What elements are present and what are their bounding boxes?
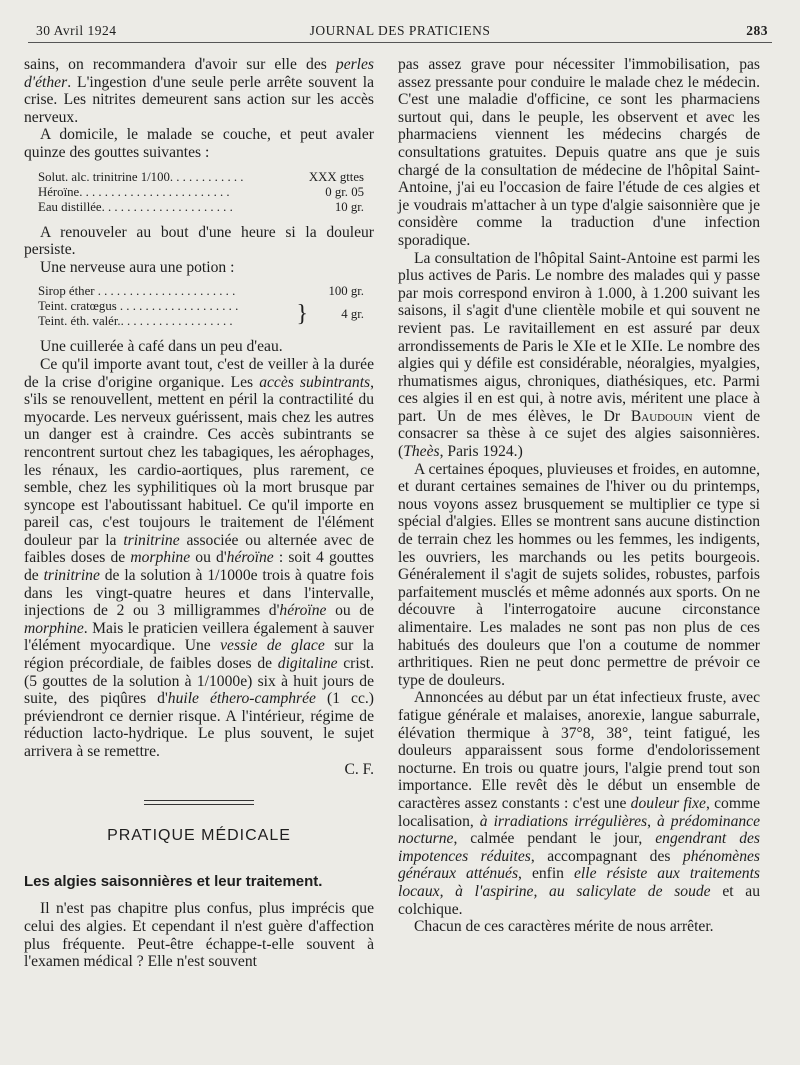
paragraph: Chacun de ces caractères mérite de nous arrêter. [414,918,714,936]
brace-icon: } [296,301,308,328]
drug-dose: 0 gr. 05 [321,185,364,200]
prescription-line [38,284,374,299]
drug-name: Héroïne. . . . . . . . . . . . . . . . . . . . . . . . [38,184,230,199]
drug-name: Eau distillée. . . . . . . . . . . . . . . . . . . . . [38,199,233,214]
paragraph: A renouveler au bout d'une heure si la douleur persiste. [24,223,374,259]
text-run: associée ou alternée avec de faibles doses de [24,531,374,567]
italic-text: trinitrine [43,567,100,585]
text-run: ou d' [190,549,227,567]
italic-text: phénomènes généraux atténués [398,847,760,883]
text-run: La consultation de l'hôpital Saint-Antoine est parmi les plus actives de Paris. Le nombre des malades qui y passe par mois correspond environ à 1.000, à 1.200 suivant les saisons, il s'agit d'une clientèle mobile et qui souvent ne revient pas. Le ravitaillement en est assuré par deux arrondissements de Paris le XIe et le XIIe. Le nombre des algies qui y défile est considérable, néoralgies, myalgies, rhumatismes aigus, chroniques, diathésiques, etc. Parmi ces algies il en est qui, à notre avis, méritent une place à part. Un de mes élèves, le Dr [398,249,760,425]
text-run: . L'ingestion d'une seule perle arrête souvent la crise. Les nitrites demeurent sans action sur les accès nerveux. [24,73,374,126]
drug-name: Teint. cratœgus . . . . . . . . . . . . . . . . . . . [38,299,239,314]
paragraph [398,250,760,461]
text-run: Ce qu'il importe avant tout, c'est de veiller à la durée de la crise d'origine organique. Les [24,355,374,391]
italic-text: perles d'éther [24,56,374,91]
paragraph: Une cuillerée à café dans un peu d'eau. [40,338,283,356]
text-run: de la solution à 1/1000e trois à quatre fois dans les vingt-quatre heures et dans l'intervalle, injections de 2 ou 3 milligrammes d' [24,567,374,620]
prescription-line [38,185,374,200]
italic-text: morphine [130,549,191,567]
italic-text: héroïne [279,602,327,620]
text-run: sur la région précordiale, de faibles doses de [24,637,374,673]
prescription-line [38,299,374,314]
drug-dose: 4 gr. [341,307,364,322]
header-date: 30 Avril 1924 [36,23,117,38]
text-run: Baudouin [630,407,693,425]
italic-text: douleur fixe [630,794,706,812]
text-run: sains, on recommandera d'avoir sur elle des [24,56,336,73]
paragraph: pas assez grave pour nécessiter l'immobilisation, pas assez pressante pour conduire le malade chez le médecin. C'est une maladie d'officine, ce sont les pharmaciens surtout qui, dans le peuple, les observent et avec les pharmaciens viennent les médecins chargés de consultations gratuites. Depuis quatre ans que je suis chargé de la consultation de médecine de l'hôpital Saint-Antoine, j'ai eu l'occasion de faire l'étude de ces algies et je voudrais m'attacher à un type d'algie saisonnière que je considère comme la traduction d'une infection sporadique. [398,56,760,249]
right-column [398,56,760,936]
prescription-potion [38,284,374,329]
text-run: , Paris 1924.) [439,443,523,461]
drug-name: Solut. alc. trinitrine 1/100. . . . . . . . . . . . [38,169,244,184]
section-title: PRATIQUE MÉDICALE [107,827,291,845]
prescription-line [38,314,374,329]
italic-text: trinitrine [123,531,180,549]
text-run: , enfin [518,865,575,883]
prescription-pair [38,299,374,329]
text-run: , s'ils se renouvellent, mettent en péril la contractilité du myocarde. Les nerveux guérissent, mais chez les autres un danger est à craindre. Ces accès subintrants se rencontrent surtout chez les tabagiques, les aérophages, les rénaux, les cardio-aortiques, plus rarement, ce semble, chez les syphilitiques où la mort brusque par syncope est l'aboutissant habituel. Ce qu'il importe en pareil cas, c'est toujours le traitement de l'élément douleur par la [24,373,374,549]
text-run: , calmée pendant le jour, [453,830,656,848]
paragraph [24,356,374,761]
article-title: Les algies saisonnières et leur traitement. [24,872,323,890]
italic-text: huile éthero-camphrée [167,690,316,708]
drug-name: Teint. éth. valér.. . . . . . . . . . . . . . . . . . [38,314,233,329]
text-run: , [647,812,658,830]
text-run: ou de [326,602,375,620]
signature: C. F. [344,760,374,778]
italic-text: à irradiations irrégulières [479,812,648,830]
italic-text: accès subintrants [259,373,371,391]
italic-text: Theès [403,443,440,461]
paragraph: Une nerveuse aura une potion : [40,258,235,276]
paragraph [24,56,374,126]
paragraph: Il n'est pas chapitre plus confus, plus imprécis que celui des algies. Et cependant il n'est guère d'affection plus fréquente. Peut-être échappe-t-elle souvent à l'examen médical ? Elle n'est souvent [24,900,374,971]
text-run: : soit 4 gouttes de [24,549,374,585]
text-run: (1 cc.) préviendront ce dernier risque. A l'intérieur, régime de réduction lacto-hydrique. Le plus souvent, le sujet arrivera à se remettre. [24,690,374,760]
drug-dose: 10 gr. [331,200,364,215]
prescription-line [38,200,374,215]
header-journal-title: JOURNAL DES PRATICIENS [309,23,491,38]
italic-text: héroïne [226,549,274,567]
paragraph [398,689,760,918]
header-page-number: 283 [746,23,768,38]
paragraph: A domicile, le malade se couche, et peut avaler quinze des gouttes suivantes : [24,126,374,161]
italic-text: elle résiste aux traitements locaux, à l'aspirine, au salicylate de soude [398,865,760,900]
left-column [24,56,374,971]
prescription-line [38,170,374,185]
drug-dose: 100 gr. [324,284,364,299]
text-run: . Mais le praticien veillera également à sauver l'élément myocardique. Une [24,619,374,655]
text-run: et au colchique. [398,882,760,918]
text-run: vient de consacrer sa thèse à ce sujet des algies saisonnières. ( [398,407,760,461]
text-run: crist. (5 gouttes de la solution à 1/1000e) six à huit jours de suite, des piqûres d' [24,655,374,708]
paragraph: A certaines époques, pluvieuses et froides, en automne, et durant certaines semaines de l'hiver ou du printemps, nous voyons assez brusquement se multiplier ce type si spécial d'algies. Elles se montrent sans aucune distinction de terrain chez les hommes ou les femmes, les indigents, les ouvriers, les marchands ou les petits bourgeois. Généralement il s'agit de sujets solides, robustes, parfois parfaitement musclés et même adonnés aux sports. On ne découvre à l'interrogatoire aucune circonstance alimentaire. Les malades ne sont pas non plus de ces habitués des douleurs que l'on a coutume de nommer arthritiques. Rien ne peut donc permettre de prévoir ce type de douleurs. [398,460,760,689]
drug-dose: XXX gttes [305,170,364,185]
italic-text: digitaline [277,655,338,673]
italic-text: vessie de glace [220,637,325,655]
page-header [28,20,772,43]
italic-text: morphine [24,619,84,637]
text-run: , comme localisation, [398,794,761,830]
text-run: , accompagnant des [530,847,683,865]
italic-text: engendrant des impotences réduites [398,830,760,865]
double-rule-divider [144,800,254,805]
text-run: Annoncées au début par un état infectieux fruste, avec fatigue générale et malaises, anorexie, langue saburrale, élévation thermique à 37°8, 38°, teint fatigué, les douleurs apparaissent sous forme d'endolorissement nocturne. En trois ou quatre jours, l'algie prend tout son importance. Elle revêt dès le début un ensemble de caractères assez constants : c'est une [398,689,760,812]
drug-name: Sirop éther . . . . . . . . . . . . . . . . . . . . . . [38,284,236,299]
prescription-drops [38,170,374,215]
italic-text: à prédominance nocturne [398,812,761,848]
